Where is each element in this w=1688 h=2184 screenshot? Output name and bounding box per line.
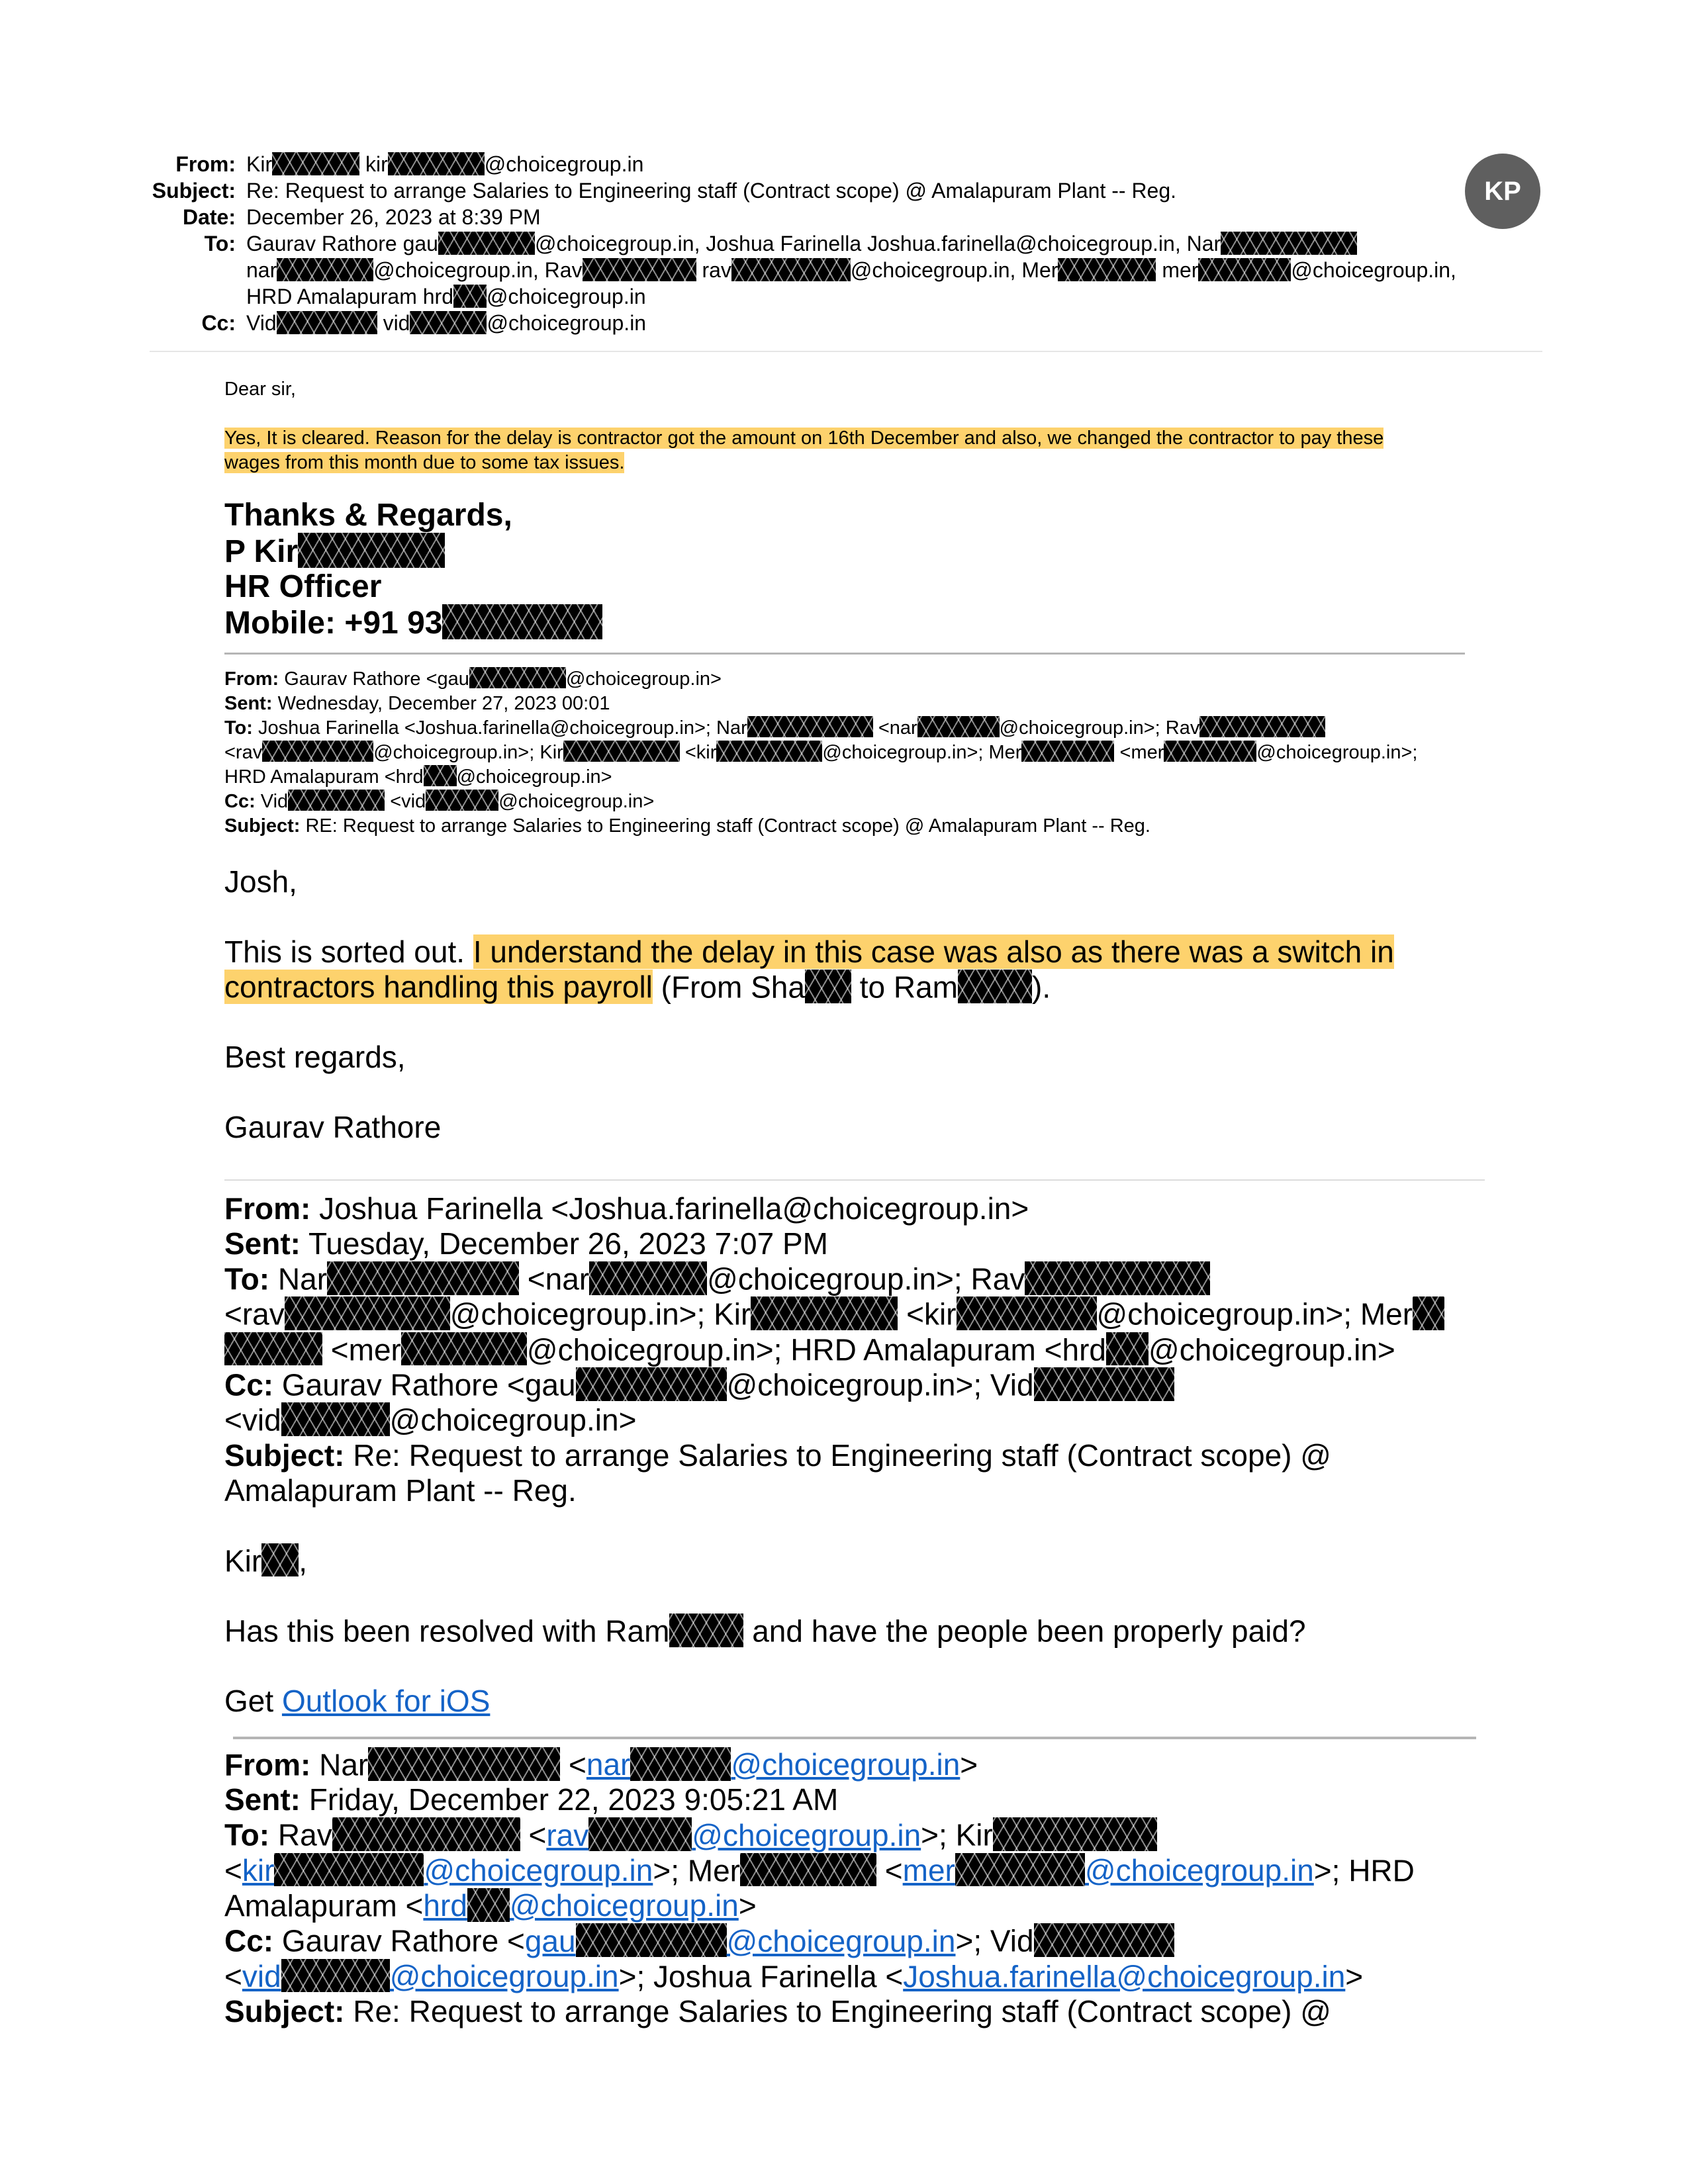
quoted-message-nar [224, 1747, 1502, 2029]
redaction-block [993, 1817, 1157, 1851]
redaction-block [285, 1297, 450, 1330]
email-link[interactable]: mer @choicegroup.in [902, 1852, 1314, 1888]
mail-header [150, 151, 1507, 336]
quoted-sent: Sent: Friday, December 22, 2023 9:05:21 AM [224, 1782, 839, 1817]
quoted-header [224, 667, 1502, 839]
email-link[interactable]: Joshua.farinella@choicegroup.in [903, 1958, 1346, 1993]
redaction-block [298, 533, 445, 568]
header-date-value: December 26, 2023 at 8:39 PM [246, 205, 541, 229]
email-link[interactable]: kir @choicegroup.in [242, 1852, 653, 1888]
header-divider [150, 351, 1542, 352]
redaction-block [1025, 1261, 1210, 1295]
redaction-block [1221, 232, 1357, 255]
redaction-block [751, 1297, 898, 1330]
message-body [224, 377, 1495, 475]
redaction-block [368, 1747, 560, 1781]
quoted-cc: Cc: Vid <vid @choicegroup.in> [224, 791, 655, 812]
redaction-block [469, 667, 566, 688]
redaction-block [327, 1261, 519, 1295]
redaction-block [563, 741, 680, 762]
redaction-block [388, 152, 485, 175]
redaction-block [1034, 1923, 1174, 1957]
redaction-block [576, 1923, 727, 1957]
email-link[interactable]: gau @choicegroup.in [524, 1923, 956, 1958]
quoted-cc: Cc: Gaurav Rathore <gau @choicegroup.in>; Vid <vid @choicegroup.in> [224, 1367, 1502, 1438]
redaction-block [747, 716, 873, 737]
email-link[interactable]: vid @choicegroup.in [242, 1958, 619, 1993]
greeting: Dear sir, [224, 379, 296, 400]
header-subject-label: Subject: [152, 179, 236, 203]
quoted-greeting: Josh, [224, 864, 297, 899]
header-to-value[interactable]: Gaurav Rathore gau @choicegroup.in, Joshua Farinella Joshua.farinella@choicegroup.in, Nar nar @choicegroup.in, Rav rav @choicegroup.in, Mer mer @choicegroup.in, HRD Amalapuram hrd @choicegroup.in [246, 232, 1456, 308]
redaction-block [281, 1959, 390, 1993]
redaction-block [332, 1817, 520, 1851]
quoted-from: From: Nar <nar @choicegroup.in> [224, 1747, 978, 1782]
highlighted-reply: Yes, It is cleared. Reason for the delay is contractor got the amount on 16th December and also, we changed the contractor to pay these wages from this month due to some tax issues. [224, 428, 1384, 473]
signature-thanks: Thanks & Regards, [224, 498, 512, 533]
redaction-block [917, 716, 1000, 737]
redaction-block [261, 1543, 299, 1577]
email-link[interactable]: hrd @choicegroup.in [423, 1888, 739, 1923]
signature [224, 498, 602, 641]
header-subject-value: Re: Request to arrange Salaries to Engineering staff (Contract scope) @ Amalapuram Plant -- Reg. [246, 179, 1177, 203]
outlook-footer: Get Outlook for iOS [224, 1684, 491, 1719]
redaction-block [281, 1402, 390, 1436]
header-date-row [150, 204, 1507, 230]
header-subject-row [150, 177, 1507, 204]
quoted-from: From: Gaurav Rathore <gau @choicegroup.in> [224, 668, 722, 690]
redaction-block [401, 1332, 527, 1366]
redaction-block [1021, 741, 1114, 762]
header-to-label: To: [204, 232, 236, 255]
redaction-block [410, 311, 487, 334]
redaction-block [424, 765, 457, 786]
redaction-block [224, 1332, 322, 1366]
signature-mobile: Mobile: +91 93 [224, 604, 602, 641]
redaction-block [740, 1853, 876, 1887]
quoted-to: To: Joshua Farinella <Joshua.farinella@choicegroup.in>; Nar <nar @choicegroup.in>; Rav <rav @choicegroup.in>; Kir <kir @choicegroup.in>; Mer <mer @choicegroup.in>; HRD Amalapuram <hrd @choicegroup.in> [224, 717, 1418, 788]
redaction-block [1198, 258, 1291, 281]
quoted-from: From: Joshua Farinella <Joshua.farinella@choicegroup.in> [224, 1191, 1029, 1226]
quote-divider [224, 1179, 1485, 1181]
redaction-block [669, 1614, 743, 1647]
header-cc-row [150, 310, 1507, 336]
redaction-block [958, 970, 1032, 1003]
quoted-subject: Subject: RE: Request to arrange Salaries to Engineering staff (Contract scope) @ Amalapuram Plant -- Reg. [224, 815, 1150, 837]
redaction-block [955, 1853, 1085, 1887]
redaction-block [453, 285, 487, 308]
quote-divider [224, 653, 1465, 655]
header-date-label: Date: [182, 205, 236, 229]
redaction-block [589, 1261, 707, 1295]
redaction-block [630, 1747, 731, 1781]
quoted-to: To: Rav <rav @choicegroup.in>; Kir <kir @choicegroup.in>; Mer <mer @choicegroup.in>; HRD Amalapuram <hrd @choicegroup.in> [224, 1817, 1415, 1923]
header-to-row [150, 230, 1507, 310]
header-cc-label: Cc: [201, 311, 236, 335]
redaction-block [576, 1367, 727, 1401]
sender-avatar[interactable]: KP [1465, 154, 1540, 229]
quoted-body [224, 864, 1482, 1145]
header-cc-value[interactable]: Vid vid @choicegroup.in [246, 311, 647, 335]
quoted-paragraph: Has this been resolved with Ram and have the people been properly paid? [224, 1614, 1306, 1649]
quoted-to: To: Nar <nar @choicegroup.in>; Rav <rav @choicegroup.in>; Kir <kir @choicegroup.in>; Mer <mer @choicegroup.in>; HRD Amalapuram <hrd @choicegroup.in> [224, 1261, 1502, 1367]
redaction-block [262, 741, 373, 762]
quoted-sender: Gaurav Rathore [224, 1110, 442, 1145]
quoted-message-nar-clip [224, 1747, 1502, 2032]
redaction-block [805, 970, 851, 1003]
signature-name: P Kir [224, 533, 602, 569]
quoted-sent: Sent: Tuesday, December 26, 2023 7:07 PM [224, 1226, 828, 1261]
quoted-subject: Subject: Re: Request to arrange Salaries to Engineering staff (Contract scope) @ [224, 1993, 1331, 2028]
quoted-sent: Sent: Wednesday, December 27, 2023 00:01 [224, 693, 610, 714]
redaction-block [1058, 258, 1156, 281]
redaction-block [583, 258, 696, 281]
redaction-block [1199, 716, 1325, 737]
quoted-message-joshua [224, 1191, 1502, 1719]
redaction-block [442, 604, 602, 639]
redaction-block [274, 1853, 424, 1887]
quoted-paragraph: This is sorted out. I understand the delay in this case was also as there was a switch in contractors handling this payroll (From Sha to Ram ). [224, 934, 1394, 1005]
redaction-block [467, 1888, 510, 1922]
signature-title: HR Officer [224, 569, 382, 605]
redaction-block [716, 741, 822, 762]
outlook-ios-link[interactable]: Outlook for iOS [281, 1684, 491, 1719]
quoted-closing: Best regards, [224, 1040, 406, 1075]
redaction-block [1106, 1332, 1149, 1366]
redaction-block [1164, 741, 1256, 762]
quoted-greeting: Kir , [224, 1543, 308, 1578]
redaction-block [731, 258, 851, 281]
redaction-block [588, 1817, 692, 1851]
redaction-block [438, 232, 535, 255]
redaction-block [426, 790, 498, 811]
redaction-block [288, 790, 385, 811]
header-from-row [150, 151, 1507, 177]
header-from-value[interactable]: Kir kir @choicegroup.in [246, 152, 644, 176]
quote-divider [233, 1737, 1476, 1739]
redaction-block [272, 152, 359, 175]
redaction-block [1034, 1367, 1174, 1401]
redaction-block [277, 311, 377, 334]
redaction-block [277, 258, 373, 281]
quoted-subject: Subject: Re: Request to arrange Salaries to Engineering staff (Contract scope) @ Amalapuram Plant -- Reg. [224, 1437, 1331, 1508]
redaction-block [1413, 1297, 1444, 1330]
redaction-block [957, 1297, 1097, 1330]
email-link[interactable]: rav @choicegroup.in [546, 1817, 921, 1852]
quoted-cc: Cc: Gaurav Rathore <gau @choicegroup.in>; Vid <vid @choicegroup.in>; Joshua Farinella <Joshua.farinella@choicegroup.in> [224, 1923, 1364, 1993]
email-link[interactable]: nar @choicegroup.in [586, 1747, 961, 1782]
header-from-label: From: [175, 152, 236, 176]
